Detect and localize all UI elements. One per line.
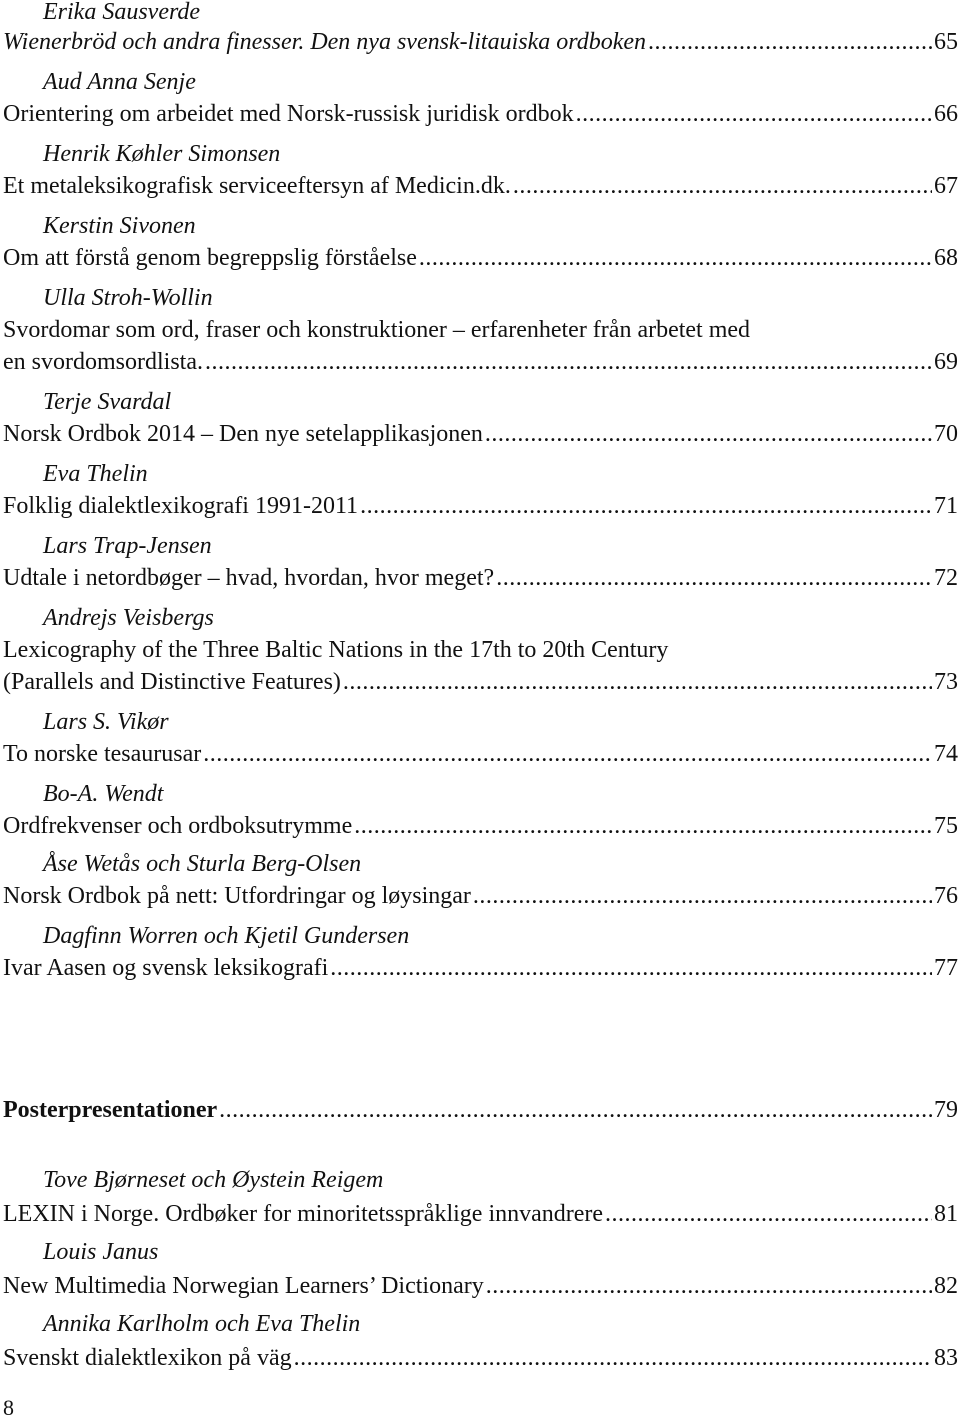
toc-entry[interactable] <box>3 492 958 520</box>
toc-title: Udtale i netordbøger – hvad, hvordan, hvor meget? <box>3 565 495 591</box>
toc-author: Kerstin Sivonen <box>43 213 196 239</box>
toc-leader <box>203 740 932 768</box>
section-title: Posterpresentationer <box>3 1097 218 1123</box>
toc-page: 70 <box>934 421 958 447</box>
toc-leader <box>496 564 932 592</box>
toc-title-line1: Svordomar som ord, fraser och konstruktioner – erfarenheter från arbetet med <box>3 317 751 343</box>
toc-author: Erika Sausverde <box>43 0 201 25</box>
toc-author: Dagfinn Worren och Kjetil Gundersen <box>43 923 410 949</box>
toc-leader <box>294 1344 932 1372</box>
toc-title: Om att förstå genom begreppslig förståelse <box>3 245 417 271</box>
toc-entry[interactable] <box>3 740 958 768</box>
toc-entry[interactable] <box>3 882 958 910</box>
toc-title: Norsk Ordbok 2014 – Den nye setelapplikasjonen <box>3 421 483 447</box>
toc-leader <box>648 28 932 56</box>
toc-leader <box>486 1272 932 1300</box>
toc-author: Eva Thelin <box>43 461 148 487</box>
toc-leader <box>219 1096 932 1124</box>
toc-entry[interactable] <box>3 348 958 376</box>
toc-leader <box>360 492 932 520</box>
toc-leader <box>205 348 932 376</box>
toc-leader <box>605 1200 932 1228</box>
toc-page: 65 <box>934 29 958 55</box>
toc-title-line1: Lexicography of the Three Baltic Nations in the 17th to 20th Century <box>3 637 669 663</box>
toc-title: To norske tesaurusar <box>3 741 202 767</box>
toc-author: Aud Anna Senje <box>43 69 196 95</box>
page-number: 8 <box>3 1395 14 1420</box>
toc-title: LEXIN i Norge. Ordbøker for minoritetsspråklige innvandrere <box>3 1201 604 1227</box>
toc-entry[interactable] <box>3 564 958 592</box>
toc-author: Andrejs Veisbergs <box>43 605 214 631</box>
toc-entry[interactable] <box>3 1272 958 1300</box>
toc-page: 74 <box>934 741 958 767</box>
toc-page: 81 <box>934 1201 958 1227</box>
toc-title: en svordomsordlista. <box>3 349 203 375</box>
toc-section-entry[interactable] <box>3 1096 958 1124</box>
toc-title: Norsk Ordbok på nett: Utfordringar og løysingar <box>3 883 471 909</box>
toc-entry[interactable] <box>3 172 958 200</box>
toc-page: 71 <box>934 493 958 519</box>
toc-author: Henrik Køhler Simonsen <box>43 141 281 167</box>
toc-page: 73 <box>934 669 958 695</box>
toc-title: Ordfrekvenser och ordboksutrymme <box>3 813 353 839</box>
toc-entry[interactable] <box>3 244 958 272</box>
toc-page: 72 <box>934 565 958 591</box>
toc-author: Bo-A. Wendt <box>43 781 164 807</box>
toc-entry[interactable] <box>3 1344 958 1372</box>
toc-author: Åse Wetås och Sturla Berg-Olsen <box>43 851 362 877</box>
toc-leader <box>330 954 932 982</box>
toc-entry[interactable] <box>3 668 958 696</box>
toc-entry[interactable] <box>3 420 958 448</box>
toc-page: 69 <box>934 349 958 375</box>
toc-page: 66 <box>934 101 958 127</box>
toc-page: 83 <box>934 1345 958 1371</box>
toc-entry[interactable] <box>3 812 958 840</box>
toc-author: Tove Bjørneset och Øystein Reigem <box>43 1167 384 1193</box>
toc-entry[interactable] <box>3 1200 958 1228</box>
toc-author: Annika Karlholm och Eva Thelin <box>43 1311 361 1337</box>
toc-title: New Multimedia Norwegian Learners’ Dictionary <box>3 1273 484 1299</box>
toc-title: Ivar Aasen og svensk leksikografi <box>3 955 329 981</box>
toc-page: 75 <box>934 813 958 839</box>
toc-title: Wienerbröd och andra finesser. Den nya svensk-litauiska ordboken <box>3 29 646 55</box>
toc-page: 82 <box>934 1273 958 1299</box>
toc-leader <box>419 244 932 272</box>
toc-author: Ulla Stroh-Wollin <box>43 285 213 311</box>
toc-page: 77 <box>934 955 958 981</box>
toc-leader <box>354 812 932 840</box>
toc-entry[interactable] <box>3 954 958 982</box>
toc-title: Orientering om arbeidet med Norsk-russisk juridisk ordbok <box>3 101 574 127</box>
toc-leader <box>473 882 932 910</box>
toc-leader <box>343 668 932 696</box>
toc-page: 79 <box>934 1097 958 1123</box>
toc-author: Terje Svardal <box>43 389 172 415</box>
toc-leader <box>576 100 932 128</box>
toc-title: (Parallels and Distinctive Features) <box>3 669 341 695</box>
toc-leader <box>485 420 932 448</box>
toc-author: Lars S. Vikør <box>43 709 169 735</box>
toc-author: Lars Trap-Jensen <box>43 533 212 559</box>
toc-title: Svenskt dialektlexikon på väg <box>3 1345 292 1371</box>
toc-leader <box>513 172 932 200</box>
toc-title: Folklig dialektlexikografi 1991-2011 <box>3 493 359 519</box>
toc-entry[interactable] <box>3 28 958 56</box>
toc-page: 67 <box>934 173 958 199</box>
toc-entry[interactable] <box>3 100 958 128</box>
toc-page: 68 <box>934 245 958 271</box>
toc-page: 76 <box>934 883 958 909</box>
toc-title: Et metaleksikografisk serviceeftersyn af Medicin.dk. <box>3 173 511 199</box>
toc-author: Louis Janus <box>43 1239 159 1265</box>
